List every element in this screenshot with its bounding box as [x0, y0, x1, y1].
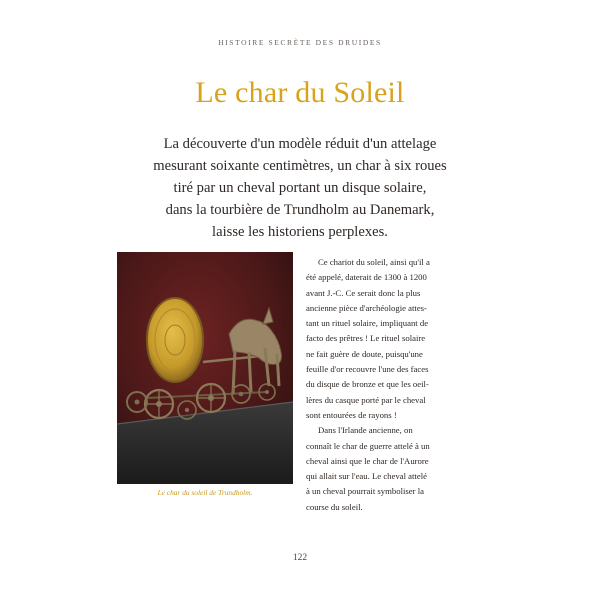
body-line: Dans l'Irlande ancienne, on: [318, 425, 413, 436]
running-head: HISTOIRE SECRÈTE DES DRUIDES: [218, 38, 382, 47]
body-line: course du soleil.: [306, 501, 363, 512]
body-text: [306, 255, 484, 515]
lead-line: La découverte d'un modèle réduit d'un attelage: [163, 136, 437, 152]
chariot-illustration: [117, 252, 293, 484]
body-line: tant un rituel solaire, impliquant de: [306, 318, 429, 329]
body-line: facto des prêtres ! Le rituel solaire: [306, 333, 426, 344]
body-line: à un cheval pourrait symboliser la: [306, 486, 424, 497]
lead-paragraph: [130, 133, 470, 243]
body-line: sont entourées de rayons !: [306, 409, 397, 420]
body-line: du disque de bronze et que les oeil-: [306, 379, 429, 390]
body-line: qui allait sur l'eau. Le cheval attelé: [306, 471, 427, 482]
body-line: ancienne pièce d'archéologie attes-: [306, 302, 427, 313]
body-line: cheval ainsi que le char de l'Aurore: [306, 455, 429, 466]
body-line: ne fait guère de doute, puisqu'une: [306, 348, 423, 359]
body-line: été appelé, daterait de 1300 à 1200: [306, 272, 427, 283]
body-line: Ce chariot du soleil, ainsi qu'il a: [318, 257, 430, 267]
lead-line: dans la tourbière de Trundholm au Danemark,: [165, 202, 435, 218]
lead-line: tiré par un cheval portant un disque solaire,: [173, 180, 427, 196]
figure-caption: Le char du soleil de Trundholm.: [157, 488, 253, 497]
page-title: Le char du Soleil: [195, 76, 405, 109]
body-line: lères du casque porté par le cheval: [306, 394, 426, 405]
body-line: feuille d'or recouvre l'une des faces: [306, 364, 429, 375]
page-number: 122: [292, 553, 308, 563]
trundholm-chariot-photo: [117, 252, 293, 484]
body-line: avant J.-C. Ce serait donc la plus: [306, 287, 421, 298]
lead-line: mesurant soixante centimètres, un char à six roues: [153, 158, 447, 174]
lead-line: laisse les historiens perplexes.: [212, 224, 388, 240]
body-line: connaît le char de guerre attelé à un: [306, 440, 430, 451]
